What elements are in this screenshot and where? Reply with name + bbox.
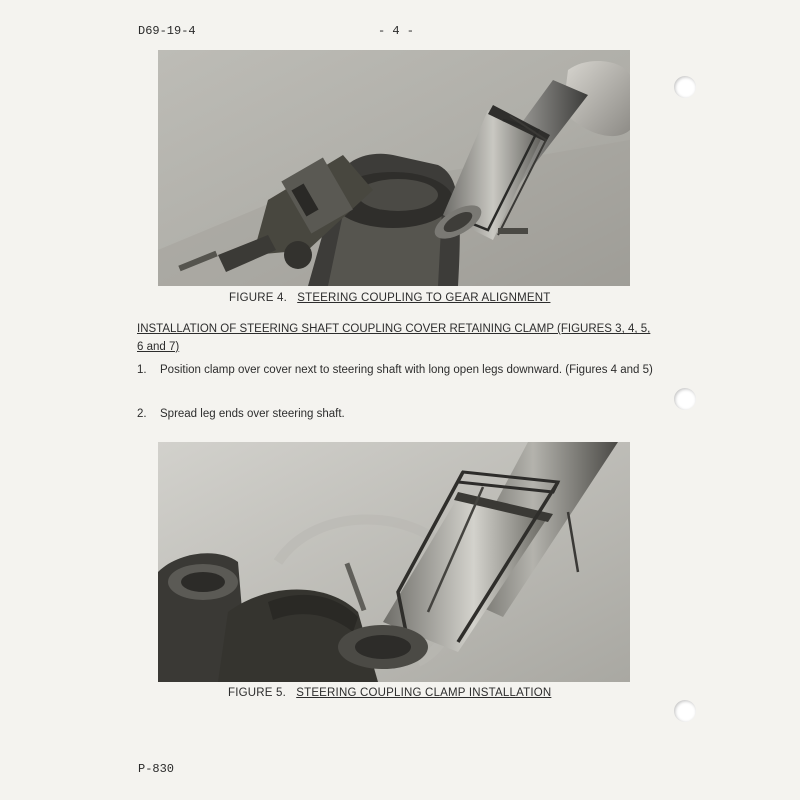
figure-5-title: STEERING COUPLING CLAMP INSTALLATION (296, 687, 552, 699)
figure-5-photo (158, 442, 630, 682)
document-footer-code: P-830 (138, 762, 175, 776)
page-number: - 4 - (378, 24, 415, 38)
figure-4-photo (158, 50, 630, 286)
figure-5-label: FIGURE 5. (228, 687, 287, 699)
step-text: Spread leg ends over steering shaft. (160, 408, 345, 420)
step-text: Position clamp over cover next to steering shaft with long open legs downward. (Figures 4 and 5) (160, 364, 653, 376)
step-number: 2. (137, 408, 147, 420)
binder-hole (674, 76, 696, 98)
figure-5-caption (228, 687, 551, 699)
step-item (137, 406, 677, 423)
section-heading: INSTALLATION OF STEERING SHAFT COUPLING COVER RETAINING CLAMP (FIGURES 3, 4, 5, 6 and 7) (137, 323, 651, 353)
step-item (137, 362, 677, 379)
document-id: D69-19-4 (138, 24, 196, 38)
figure-4-caption (229, 292, 550, 304)
binder-hole (674, 388, 696, 410)
figure-4-label: FIGURE 4. (229, 292, 288, 304)
binder-hole (674, 700, 696, 722)
step-number: 1. (137, 364, 147, 376)
figure-4-title: STEERING COUPLING TO GEAR ALIGNMENT (297, 292, 551, 304)
